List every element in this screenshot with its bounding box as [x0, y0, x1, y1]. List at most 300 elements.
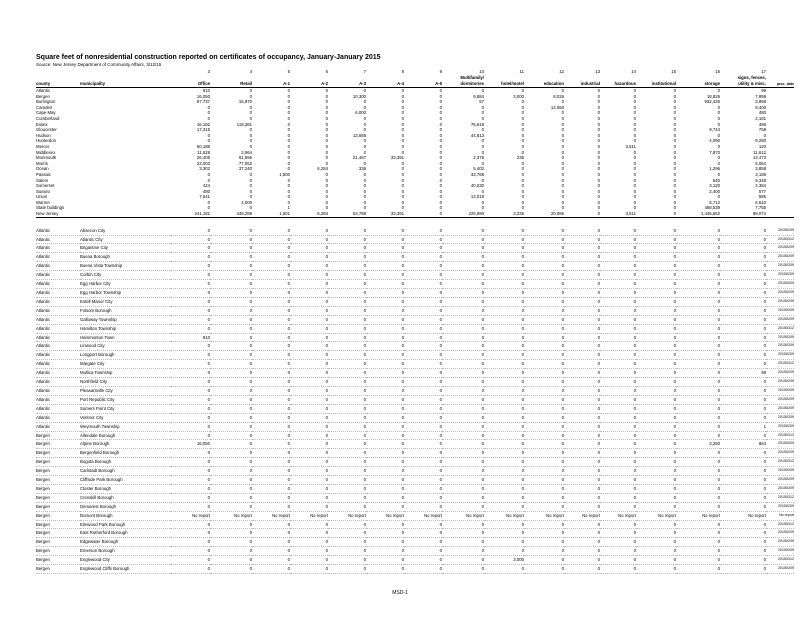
value-cell: 0	[366, 476, 404, 485]
value-cell: 0	[325, 110, 328, 116]
value-cell: 0	[366, 271, 404, 280]
value-cell: 0	[676, 395, 720, 404]
value-cell: 0	[481, 149, 484, 155]
value-cell: 0	[521, 132, 524, 138]
value-cell: 0	[210, 422, 252, 431]
value-cell: 0	[636, 386, 676, 395]
value-cell: 0	[287, 115, 290, 121]
table-row	[36, 360, 794, 369]
value-cell: 0	[328, 413, 366, 422]
value-cell: 0	[600, 502, 636, 511]
value-cell: 0	[401, 188, 404, 194]
value-cell: 0	[290, 280, 328, 289]
value-cell: 0	[524, 493, 564, 502]
value-cell: 37,240	[238, 166, 252, 172]
county-name: Atlantic	[36, 369, 80, 378]
value-cell: 0	[328, 360, 366, 369]
value-cell: 0	[290, 413, 328, 422]
value-cell: 0	[564, 324, 600, 333]
county-name: Atlantic	[36, 422, 80, 431]
value-cell: 0	[404, 404, 442, 413]
value-cell: 0	[325, 199, 328, 205]
value-cell: 0	[481, 205, 484, 211]
multifamily-header-top: Multifamily/	[460, 75, 484, 80]
value-cell: 9,348	[755, 177, 766, 183]
value-cell: 2,378	[473, 155, 484, 161]
value-cell: 0	[633, 171, 636, 177]
value-cell: 3,000	[484, 556, 524, 565]
value-cell: 0	[439, 143, 442, 149]
value-cell: 0	[600, 262, 636, 271]
value-cell: 0	[442, 395, 484, 404]
value-cell: 0	[287, 121, 290, 127]
value-cell: 0	[210, 386, 252, 395]
value-cell: 0	[210, 324, 252, 333]
county-name: Monmouth	[36, 155, 57, 161]
value-cell: 0	[404, 211, 442, 217]
value-cell: 0	[252, 529, 290, 538]
value-cell: 0	[290, 244, 328, 253]
value-cell: 0	[720, 529, 766, 538]
value-cell: 91,656	[238, 155, 252, 161]
county-name: Bergen	[36, 547, 80, 556]
municipality-name: Edgewater Borough	[80, 538, 170, 547]
value-cell: 0	[720, 502, 766, 511]
proc-date: 20150209	[766, 547, 794, 556]
municipality-name: Port Republic City	[80, 395, 170, 404]
value-cell: 0	[720, 458, 766, 467]
value-cell: 0	[290, 333, 328, 342]
proc-date: 20150312	[766, 458, 794, 467]
municipality-name: Margate City	[80, 360, 170, 369]
value-cell: 0	[521, 205, 524, 211]
value-cell: 0	[366, 538, 404, 547]
value-cell: 0	[564, 467, 600, 476]
value-cell: 0	[325, 93, 328, 99]
value-cell: 0	[561, 138, 564, 144]
municipality-name: Somers Point City	[80, 404, 170, 413]
value-cell: 0	[210, 253, 252, 262]
county-name: Gloucester	[36, 127, 57, 133]
value-cell: 3,120	[709, 183, 720, 189]
table-row	[36, 520, 794, 529]
proc-date: 20150209	[766, 404, 794, 413]
value-cell: 0	[717, 115, 720, 121]
county-name: Bergen	[36, 511, 80, 520]
value-cell: 0	[484, 289, 524, 298]
value-cell: 0	[290, 440, 328, 449]
municipality-body	[36, 227, 794, 574]
value-cell: 6,284	[290, 211, 328, 217]
value-cell: 8,400	[755, 104, 766, 110]
value-cell: 0	[521, 115, 524, 121]
value-cell: 3,868	[755, 99, 766, 105]
county-name: Passaic	[36, 171, 52, 177]
municipality-name: Weymouth Township	[80, 422, 170, 431]
value-cell: 0	[717, 171, 720, 177]
value-cell: 0	[564, 271, 600, 280]
value-cell: 2,384	[755, 183, 766, 189]
value-cell: 0	[170, 280, 210, 289]
proc-date: 20150209	[766, 306, 794, 315]
value-cell: 0	[561, 149, 564, 155]
value-cell: 0	[363, 104, 366, 110]
value-cell: 0	[170, 342, 210, 351]
value-cell: 0	[600, 315, 636, 324]
value-cell: 0	[287, 149, 290, 155]
value-cell: 0	[404, 333, 442, 342]
value-cell: 0	[210, 404, 252, 413]
value-cell: 0	[328, 378, 366, 387]
value-cell: No report	[720, 511, 766, 520]
value-cell: 0	[401, 205, 404, 211]
value-cell: 0	[484, 369, 524, 378]
table-row	[36, 333, 794, 342]
value-cell: 0	[636, 244, 676, 253]
value-cell: 0	[170, 431, 210, 440]
value-cell: 0	[363, 143, 366, 149]
proc-date: 20150209	[766, 342, 794, 351]
value-cell: 0	[287, 183, 290, 189]
value-cell: 0	[717, 104, 720, 110]
value-cell: 0	[676, 502, 720, 511]
value-cell: 0	[564, 386, 600, 395]
value-cell: 0	[564, 378, 600, 387]
value-cell: 0	[673, 115, 676, 121]
value-cell: 0	[564, 520, 600, 529]
value-cell: 0	[363, 160, 366, 166]
value-cell: 0	[325, 160, 328, 166]
value-cell: 0	[170, 369, 210, 378]
table-row	[36, 235, 794, 244]
value-cell: 0	[442, 404, 484, 413]
value-cell: 458,539	[704, 205, 720, 211]
value-cell: 0	[673, 171, 676, 177]
value-cell: 0	[439, 127, 442, 133]
value-cell: 0	[676, 289, 720, 298]
value-cell: 0	[325, 138, 328, 144]
value-cell: 26,405	[196, 155, 210, 161]
value-cell: 864	[720, 440, 766, 449]
value-cell: 0	[676, 449, 720, 458]
municipality-name: Cresskill Borough	[80, 493, 170, 502]
value-cell: 0	[210, 280, 252, 289]
value-cell: 0	[401, 194, 404, 200]
value-cell: 348,288	[210, 211, 252, 217]
value-cell: 0	[597, 155, 600, 161]
value-cell: 4,000	[241, 199, 252, 205]
value-cell: 0	[328, 502, 366, 511]
value-cell: 0	[170, 547, 210, 556]
value-cell: 0	[484, 297, 524, 306]
proc-date: 20150209	[766, 484, 794, 493]
value-cell: 0	[524, 386, 564, 395]
value-cell: 0	[439, 160, 442, 166]
municipality-name: Alpine Borough	[80, 440, 170, 449]
proc-date: 20150312	[766, 493, 794, 502]
proc-date: 20150209	[766, 280, 794, 289]
value-cell: 0	[521, 171, 524, 177]
value-cell: 0	[564, 556, 600, 565]
county-name: Bergen	[36, 476, 80, 485]
value-cell: 0	[366, 565, 404, 574]
value-cell: 0	[442, 297, 484, 306]
value-cell: 1,445,562	[676, 211, 720, 217]
value-cell: 0	[290, 360, 328, 369]
county-name: Atlantic	[36, 351, 80, 360]
value-cell: 0	[521, 199, 524, 205]
value-cell: 0	[401, 121, 404, 127]
value-cell: 0	[404, 227, 442, 235]
value-cell: 0	[524, 502, 564, 511]
table-row	[36, 547, 794, 556]
value-cell: 0	[404, 556, 442, 565]
value-cell: 0	[366, 547, 404, 556]
value-cell: 0	[401, 93, 404, 99]
value-cell: 0	[210, 431, 252, 440]
value-cell: 0	[633, 205, 636, 211]
proc-date: 20150209	[766, 315, 794, 324]
value-cell: 0	[366, 520, 404, 529]
value-cell: 0	[636, 324, 676, 333]
value-cell: 0	[676, 476, 720, 485]
value-cell: 0	[564, 529, 600, 538]
value-cell: 0	[210, 235, 252, 244]
value-cell: 0	[252, 502, 290, 511]
value-cell: 0	[521, 143, 524, 149]
column-number: 13	[595, 69, 600, 74]
value-cell: 0	[564, 333, 600, 342]
value-cell: 0	[564, 449, 600, 458]
value-cell: 0	[170, 297, 210, 306]
value-cell: 0	[720, 360, 766, 369]
value-cell: 0	[442, 369, 484, 378]
proc-date: 20150209	[766, 386, 794, 395]
value-cell: 0	[564, 342, 600, 351]
value-cell: 0	[404, 449, 442, 458]
value-cell: 0	[366, 413, 404, 422]
value-cell: 0	[524, 253, 564, 262]
column-number: 15	[671, 69, 676, 74]
value-cell: 0	[600, 271, 636, 280]
value-cell: 0	[252, 440, 290, 449]
value-cell: 0	[564, 404, 600, 413]
value-cell: 0	[676, 520, 720, 529]
value-cell: 6,610	[755, 199, 766, 205]
municipality-name: Pleasantville City	[80, 386, 170, 395]
value-cell: 0	[290, 547, 328, 556]
value-cell: 910	[202, 88, 210, 93]
value-cell: 0	[328, 484, 366, 493]
value-cell: 0	[252, 315, 290, 324]
value-cell: 0	[600, 476, 636, 485]
report-title: Square feet of nonresidential construction reported on certificates of occupancy, January-January 2015	[36, 54, 381, 61]
value-cell: 0	[252, 556, 290, 565]
county-name: Atlantic	[36, 88, 51, 93]
value-cell: 0	[442, 502, 484, 511]
value-cell: 0	[481, 199, 484, 205]
municipality-name: Buena Borough	[80, 253, 170, 262]
value-cell: 0	[252, 289, 290, 298]
value-cell: 0	[524, 360, 564, 369]
column-header: A-1	[252, 81, 290, 88]
column-header: Retail	[210, 81, 252, 88]
value-cell: 0	[249, 88, 252, 93]
municipality-name: Buena Vista Township	[80, 262, 170, 271]
value-cell: 0	[484, 538, 524, 547]
value-cell: 0	[325, 177, 328, 183]
column-header: municipality	[80, 81, 170, 88]
value-cell: 0	[439, 88, 442, 93]
municipality-name: Demarest Borough	[80, 502, 170, 511]
table-row	[36, 502, 794, 511]
proc-date: 20150312	[766, 556, 794, 565]
value-cell: 0	[252, 360, 290, 369]
value-cell: 0	[366, 484, 404, 493]
value-cell: 0	[401, 199, 404, 205]
value-cell: 0	[290, 404, 328, 413]
value-cell: 0	[170, 315, 210, 324]
value-cell: 0	[524, 413, 564, 422]
value-cell: 0	[328, 476, 366, 485]
value-cell: 0	[366, 297, 404, 306]
value-cell: 0	[366, 467, 404, 476]
value-cell: No report	[600, 511, 636, 520]
value-cell: 0	[524, 351, 564, 360]
value-cell: 424	[202, 183, 210, 189]
county-name: Burlington	[36, 99, 56, 105]
column-header: county	[36, 81, 80, 88]
value-cell: 0	[170, 404, 210, 413]
value-cell: 0	[600, 529, 636, 538]
value-cell: 0	[404, 369, 442, 378]
value-cell: 0	[252, 297, 290, 306]
value-cell: 0	[521, 104, 524, 110]
municipality-name: Emerson Borough	[80, 547, 170, 556]
value-cell: 0	[328, 297, 366, 306]
value-cell: 0	[207, 132, 210, 138]
value-cell: 0	[600, 547, 636, 556]
county-name: Atlantic	[36, 235, 80, 244]
value-cell: 0	[484, 227, 524, 235]
value-cell: 0	[290, 315, 328, 324]
municipality-name: Englewood Cliffs Borough	[80, 565, 170, 574]
value-cell: 0	[249, 171, 252, 177]
column-header: hotel/motel	[484, 81, 524, 88]
value-cell: 0	[290, 449, 328, 458]
county-name: Atlantic	[36, 315, 80, 324]
value-cell: 0	[210, 502, 252, 511]
table-row	[36, 351, 794, 360]
value-cell: 0	[564, 538, 600, 547]
value-cell: 0	[597, 160, 600, 166]
value-cell: 768	[758, 127, 766, 133]
value-cell: 0	[442, 556, 484, 565]
value-cell: 0	[363, 115, 366, 121]
value-cell: 0	[524, 431, 564, 440]
value-cell: 0	[597, 199, 600, 205]
value-cell: 9,280	[755, 138, 766, 144]
value-cell: 0	[287, 132, 290, 138]
value-cell: 0	[328, 493, 366, 502]
value-cell: 0	[210, 244, 252, 253]
value-cell: 33,391	[366, 211, 404, 217]
value-cell: 488	[758, 121, 766, 127]
value-cell: 0	[366, 395, 404, 404]
value-cell: 225,990	[442, 211, 484, 217]
value-cell: 480	[758, 110, 766, 116]
value-cell: 16,050	[196, 93, 210, 99]
value-cell: 7,755	[755, 205, 766, 211]
value-cell: 0	[673, 143, 676, 149]
value-cell: 0	[636, 306, 676, 315]
municipality-name: Dumont Borough	[80, 511, 170, 520]
value-cell: 0	[673, 99, 676, 105]
value-cell: 0	[252, 547, 290, 556]
value-cell: 0	[442, 360, 484, 369]
value-cell: 0	[720, 280, 766, 289]
value-cell: 0	[439, 99, 442, 105]
value-cell: 0	[442, 342, 484, 351]
value-cell: 5,402	[473, 166, 484, 172]
value-cell: 0	[564, 493, 600, 502]
value-cell: 0	[600, 467, 636, 476]
value-cell: 0	[524, 342, 564, 351]
value-cell: 585	[758, 194, 766, 200]
value-cell: 0	[249, 93, 252, 99]
value-cell: 0	[636, 253, 676, 262]
value-cell: 0	[439, 177, 442, 183]
value-cell: 0	[564, 280, 600, 289]
table-row	[36, 306, 794, 315]
county-name: Atlantic	[36, 378, 80, 387]
value-cell: 0	[325, 183, 328, 189]
value-cell: 0	[290, 324, 328, 333]
value-cell: 0	[524, 297, 564, 306]
value-cell: 0	[249, 194, 252, 200]
value-cell: 0	[481, 160, 484, 166]
value-cell: 7,641	[199, 194, 210, 200]
value-cell: 0	[636, 458, 676, 467]
value-cell: 0	[252, 333, 290, 342]
value-cell: 13,473	[752, 155, 766, 161]
value-cell: 0	[363, 205, 366, 211]
value-cell: 1	[287, 205, 290, 211]
value-cell: 0	[442, 476, 484, 485]
value-cell: 0	[484, 333, 524, 342]
value-cell: 0	[404, 520, 442, 529]
county-name: Bergen	[36, 502, 80, 511]
value-cell: 0	[633, 166, 636, 172]
value-cell: 0	[404, 297, 442, 306]
value-cell: 932,425	[704, 99, 720, 105]
table-row	[36, 262, 794, 271]
value-cell: 0	[252, 538, 290, 547]
value-cell: 15,970	[238, 99, 252, 105]
county-name: Atlantic	[36, 404, 80, 413]
value-cell: 0	[521, 166, 524, 172]
value-cell: 0	[210, 413, 252, 422]
value-cell: 0	[720, 413, 766, 422]
value-cell: 0	[524, 333, 564, 342]
county-name: Somerset	[36, 183, 55, 189]
value-cell: 0	[210, 529, 252, 538]
value-cell: 0	[328, 529, 366, 538]
value-cell: 0	[484, 235, 524, 244]
value-cell: 0	[673, 149, 676, 155]
value-cell: 0	[636, 547, 676, 556]
value-cell: 0	[439, 121, 442, 127]
